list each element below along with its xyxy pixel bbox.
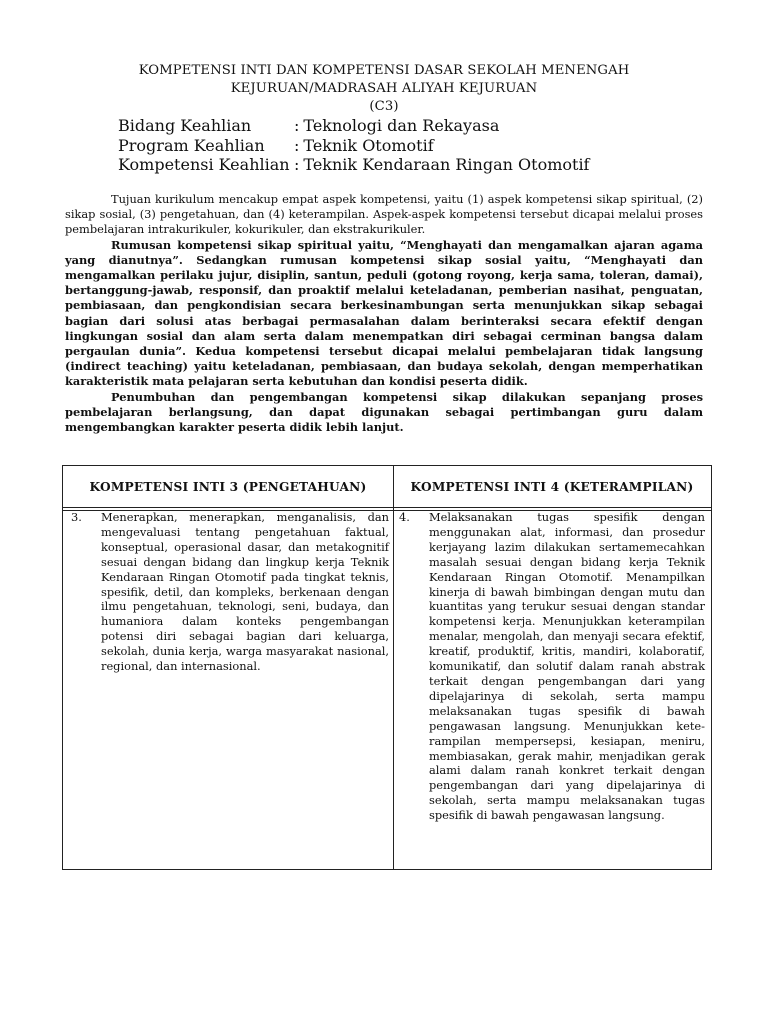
meta-value: Teknik Otomotif bbox=[303, 135, 434, 155]
paragraph-rumusan: Rumusan kompetensi sikap spiritual yaitu, “Menghayati dan mengamalkan ajaran agama yang dianutnya”. Sedangkan rumusan kompetensi sikap sosial yaitu, “Menghayati dan mengamalkan perilaku jujur, disiplin, santun, peduli (gotong royong, kerja sama, toleran, damai), bertanggung-jawab, responsif, dan proaktif melalui keteladanan, pemberian nasihat, penguatan, pembiasaan, dan pengkondisian secara berkesinambungan serta menunjukkan sikap sebagai bagian dari solusi atas berbagai permasalahan dalam berinteraksi secara efektif dengan lingkungan sosial dan alam serta dalam menempatkan diri sebagai cerminan bangsa dalam pergaulan dunia”. Kedua kompetensi tersebut dicapai melalui pembelajaran tidak langsung (indirect teaching) yaitu keteladanan, pembiasaan, dan budaya sekolah, dengan memperhatikan karakteristik mata pelajaran serta kebutuhan dan kondisi peserta didik. bbox=[65, 237, 703, 389]
meta-row-kompetensi bbox=[118, 155, 589, 175]
ki3-description: Menerapkan, menerapkan, menganalisis, dan mengevaluasi tentang pengetahuan faktual, konseptual, operasional dasar, dan metakognitif sesuai dengan bidang dan lingkup kerja Teknik Kendaraan Ringan Otomotif pada tingkat teknis, spesifik, detil, dan kompleks, berkenaan dengan ilmu pengetahuan, teknologi, seni, budaya, dan humaniora dalam konteks pengembangan potensi diri sebagai bagian dari keluarga, sekolah, dunia kerja, warga masyarakat nasional, regional, dan internasional. bbox=[101, 510, 389, 674]
program-info bbox=[118, 116, 589, 175]
header-ki4: KOMPETENSI INTI 4 (KETERAMPILAN) bbox=[410, 479, 694, 494]
meta-separator: : bbox=[294, 116, 300, 135]
meta-separator: : bbox=[294, 155, 300, 174]
meta-value: Teknik Kendaraan Ringan Otomotif bbox=[303, 155, 590, 174]
body-text bbox=[65, 192, 703, 435]
document-title bbox=[60, 62, 708, 116]
meta-label: Program Keahlian bbox=[118, 135, 265, 155]
cell-ki4 bbox=[399, 510, 705, 823]
meta-label: Kompetensi Keahlian bbox=[118, 155, 290, 174]
meta-row-bidang bbox=[118, 116, 589, 136]
title-line-2: KEJURUAN/MADRASAH ALIYAH KEJURUAN bbox=[230, 81, 538, 96]
ki4-description: Melaksanakan tugas spesifik dengan menggunakan alat, informasi, dan prosedur kerjayang lazim dilakukan sertamemecahkan masalah sesuai dengan bidang kerja Teknik Kendaraan Ringan Otomotif. Menampilkan kinerja di bawah bimbingan dengan mutu dan kuantitas yang terukur sesuai dengan standar kompetensi kerja. Menunjukkan keterampilan menalar, mengolah, dan menyaji secara efektif, kreatif, produktif, kritis, mandiri, kolaboratif, komunikatif, dan solutif dalam ranah abstrak terkait dengan pengembangan dari yang dipelajarinya di sekolah, serta mampu melaksanakan tugas spesifik di bawah pengawasan langsung. Menunjukkan kete-rampilan mempersepsi, kesiapan, meniru, membiasakan, gerak mahir, menjadikan gerak alami dalam ranah konkret terkait dengan pengembangan dari yang dipelajarinya di sekolah, serta mampu melaksanakan tugas spesifik di bawah pengawasan langsung. bbox=[429, 510, 705, 823]
column-divider bbox=[393, 466, 394, 869]
meta-row-program bbox=[118, 136, 589, 156]
title-line-3: (C3) bbox=[369, 99, 399, 114]
header-ki3: KOMPETENSI INTI 3 (PENGETAHUAN) bbox=[89, 479, 367, 494]
title-line-1: KOMPETENSI INTI DAN KOMPETENSI DASAR SEKOLAH MENENGAH bbox=[138, 63, 630, 78]
meta-label: Bidang Keahlian bbox=[118, 116, 252, 135]
meta-separator: : bbox=[294, 135, 300, 155]
paragraph-tujuan: Tujuan kurikulum mencakup empat aspek kompetensi, yaitu (1) aspek kompetensi sikap spiritual, (2) sikap sosial, (3) pengetahuan, dan (4) keterampilan. Aspek-aspek kompetensi tersebut dicapai melalui proses pembelajaran intrakurikuler, kokurikuler, dan ekstrakurikuler. bbox=[65, 192, 703, 237]
competency-table bbox=[62, 465, 712, 870]
header-divider bbox=[63, 507, 711, 508]
paragraph-penumbuhan: Penumbuhan dan pengembangan kompetensi sikap dilakukan sepanjang proses pembelajaran berlangsung, dan dapat digunakan sebagai pertimbangan guru dalam mengembangkan karakter peserta didik lebih lanjut. bbox=[65, 389, 703, 435]
ki4-number: 4. bbox=[399, 510, 410, 524]
ki3-number: 3. bbox=[71, 510, 82, 524]
meta-value: Teknologi dan Rekayasa bbox=[303, 116, 500, 135]
cell-ki3 bbox=[71, 510, 389, 674]
